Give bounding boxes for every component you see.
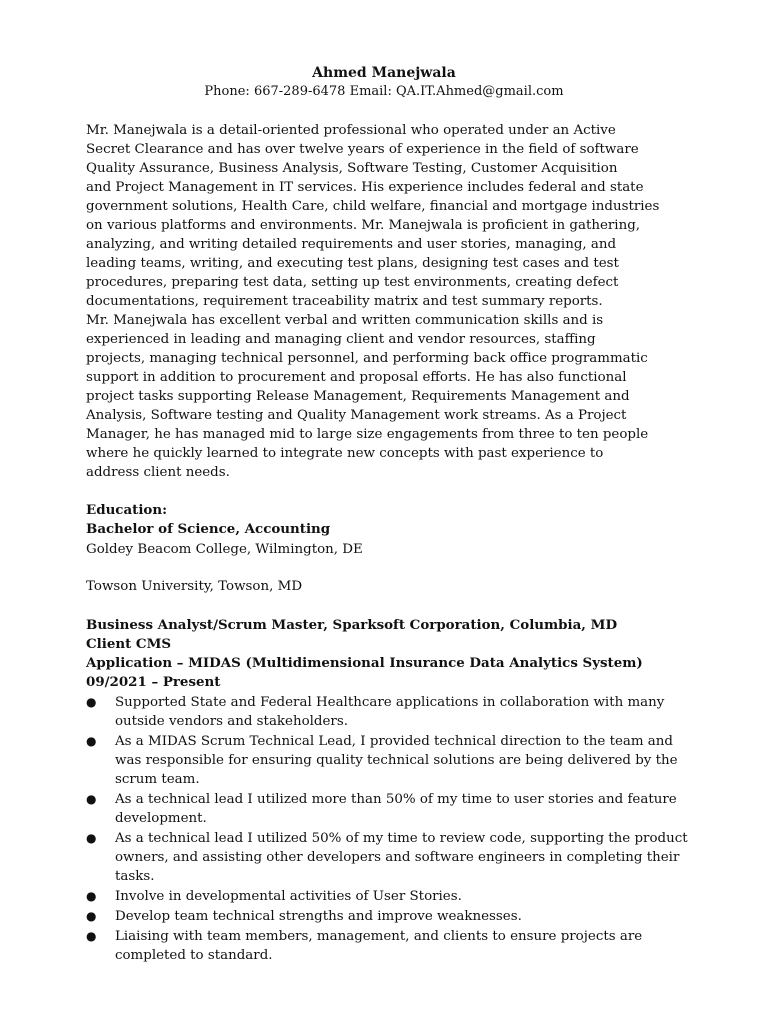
degree: Bachelor of Science, Accounting — [86, 521, 331, 537]
summary-line: address client needs. — [86, 465, 230, 480]
summary-line: support in addition to procurement and proposal efforts. He has also functional — [86, 370, 627, 385]
list-item-line: As a technical lead I utilized more than 50% of my time to user stories and feature — [115, 792, 677, 807]
bullet-icon: ● — [86, 695, 97, 709]
list-item-line: completed to standard. — [115, 948, 273, 963]
list-item — [86, 790, 726, 828]
summary-line: project tasks supporting Release Management, Requirements Management and — [86, 389, 630, 404]
summary-line: leading teams, writing, and executing test plans, designing test cases and test — [86, 256, 619, 271]
list-item-line: As a technical lead I utilized 50% of my time to review code, supporting the product — [115, 831, 688, 846]
summary-line: Quality Assurance, Business Analysis, Software Testing, Customer Acquisition — [86, 161, 618, 176]
education-heading: Education: — [86, 502, 168, 518]
summary-line: analyzing, and writing detailed requirements and user stories, managing, and — [86, 237, 617, 252]
summary-line: Mr. Manejwala has excellent verbal and written communication skills and is — [86, 313, 604, 328]
summary-line: projects, managing technical personnel, and performing back office programmatic — [86, 351, 648, 366]
summary-line: Secret Clearance and has over twelve years of experience in the field of software — [86, 142, 639, 157]
bullet-icon: ● — [86, 909, 97, 923]
summary-line: documentations, requirement traceability matrix and test summary reports. — [86, 294, 603, 309]
bullet-icon: ● — [86, 734, 97, 748]
list-item-line: was responsible for ensuring quality technical solutions are being delivered by the — [115, 753, 678, 768]
summary-line: where he quickly learned to integrate new concepts with past experience to — [86, 446, 604, 461]
bullet-icon: ● — [86, 889, 97, 903]
responsibilities-list — [86, 693, 726, 966]
list-item-line: As a MIDAS Scrum Technical Lead, I provided technical direction to the team and — [115, 734, 673, 749]
candidate-name: Ahmed Manejwala — [312, 65, 456, 81]
list-item-line: scrum team. — [115, 772, 200, 787]
list-item — [86, 887, 726, 906]
list-item — [86, 927, 726, 965]
list-item — [86, 732, 726, 789]
summary-line: experienced in leading and managing client and vendor resources, staffing — [86, 332, 596, 347]
list-item-line: outside vendors and stakeholders. — [115, 714, 348, 729]
contact-info: Phone: 667-289-6478 Email: QA.IT.Ahmed@gmail.com — [204, 84, 564, 99]
list-item-line: development. — [115, 811, 207, 826]
summary-line: procedures, preparing test data, setting up test environments, creating defect — [86, 275, 619, 290]
list-item — [86, 907, 726, 926]
list-item-line: Supported State and Federal Healthcare applications in collaboration with many — [115, 695, 665, 710]
summary-line: government solutions, Health Care, child welfare, financial and mortgage industries — [86, 199, 660, 214]
summary-line: Analysis, Software testing and Quality Management work streams. As a Project — [86, 408, 627, 423]
summary-line: on various platforms and environments. Mr. Manejwala is proficient in gathering, — [86, 218, 641, 233]
list-item-line: Develop team technical strengths and improve weaknesses. — [115, 909, 522, 924]
job-application: Application – MIDAS (Multidimensional Insurance Data Analytics System) — [86, 655, 643, 671]
bullet-icon: ● — [86, 929, 97, 943]
job-dates: 09/2021 – Present — [86, 674, 221, 690]
bullet-icon: ● — [86, 792, 97, 806]
list-item-line: tasks. — [115, 869, 155, 884]
list-item-line: Liaising with team members, management, and clients to ensure projects are — [115, 929, 643, 944]
job-title: Business Analyst/Scrum Master, Sparksoft Corporation, Columbia, MD — [86, 617, 618, 633]
summary-paragraph — [86, 121, 686, 482]
job-client: Client CMS — [86, 636, 172, 652]
bullet-icon: ● — [86, 831, 97, 845]
summary-line: Mr. Manejwala is a detail-oriented professional who operated under an Active — [86, 123, 616, 138]
summary-line: and Project Management in IT services. His experience includes federal and state — [86, 180, 644, 195]
school-towson: Towson University, Towson, MD — [86, 579, 303, 594]
school-goldey-beacom: Goldey Beacom College, Wilmington, DE — [86, 542, 363, 557]
summary-line: Manager, he has managed mid to large size engagements from three to ten people — [86, 427, 649, 442]
list-item-line: Involve in developmental activities of User Stories. — [115, 889, 462, 904]
list-item-line: owners, and assisting other developers and software engineers in completing their — [115, 850, 680, 865]
list-item — [86, 829, 726, 886]
list-item — [86, 693, 726, 731]
